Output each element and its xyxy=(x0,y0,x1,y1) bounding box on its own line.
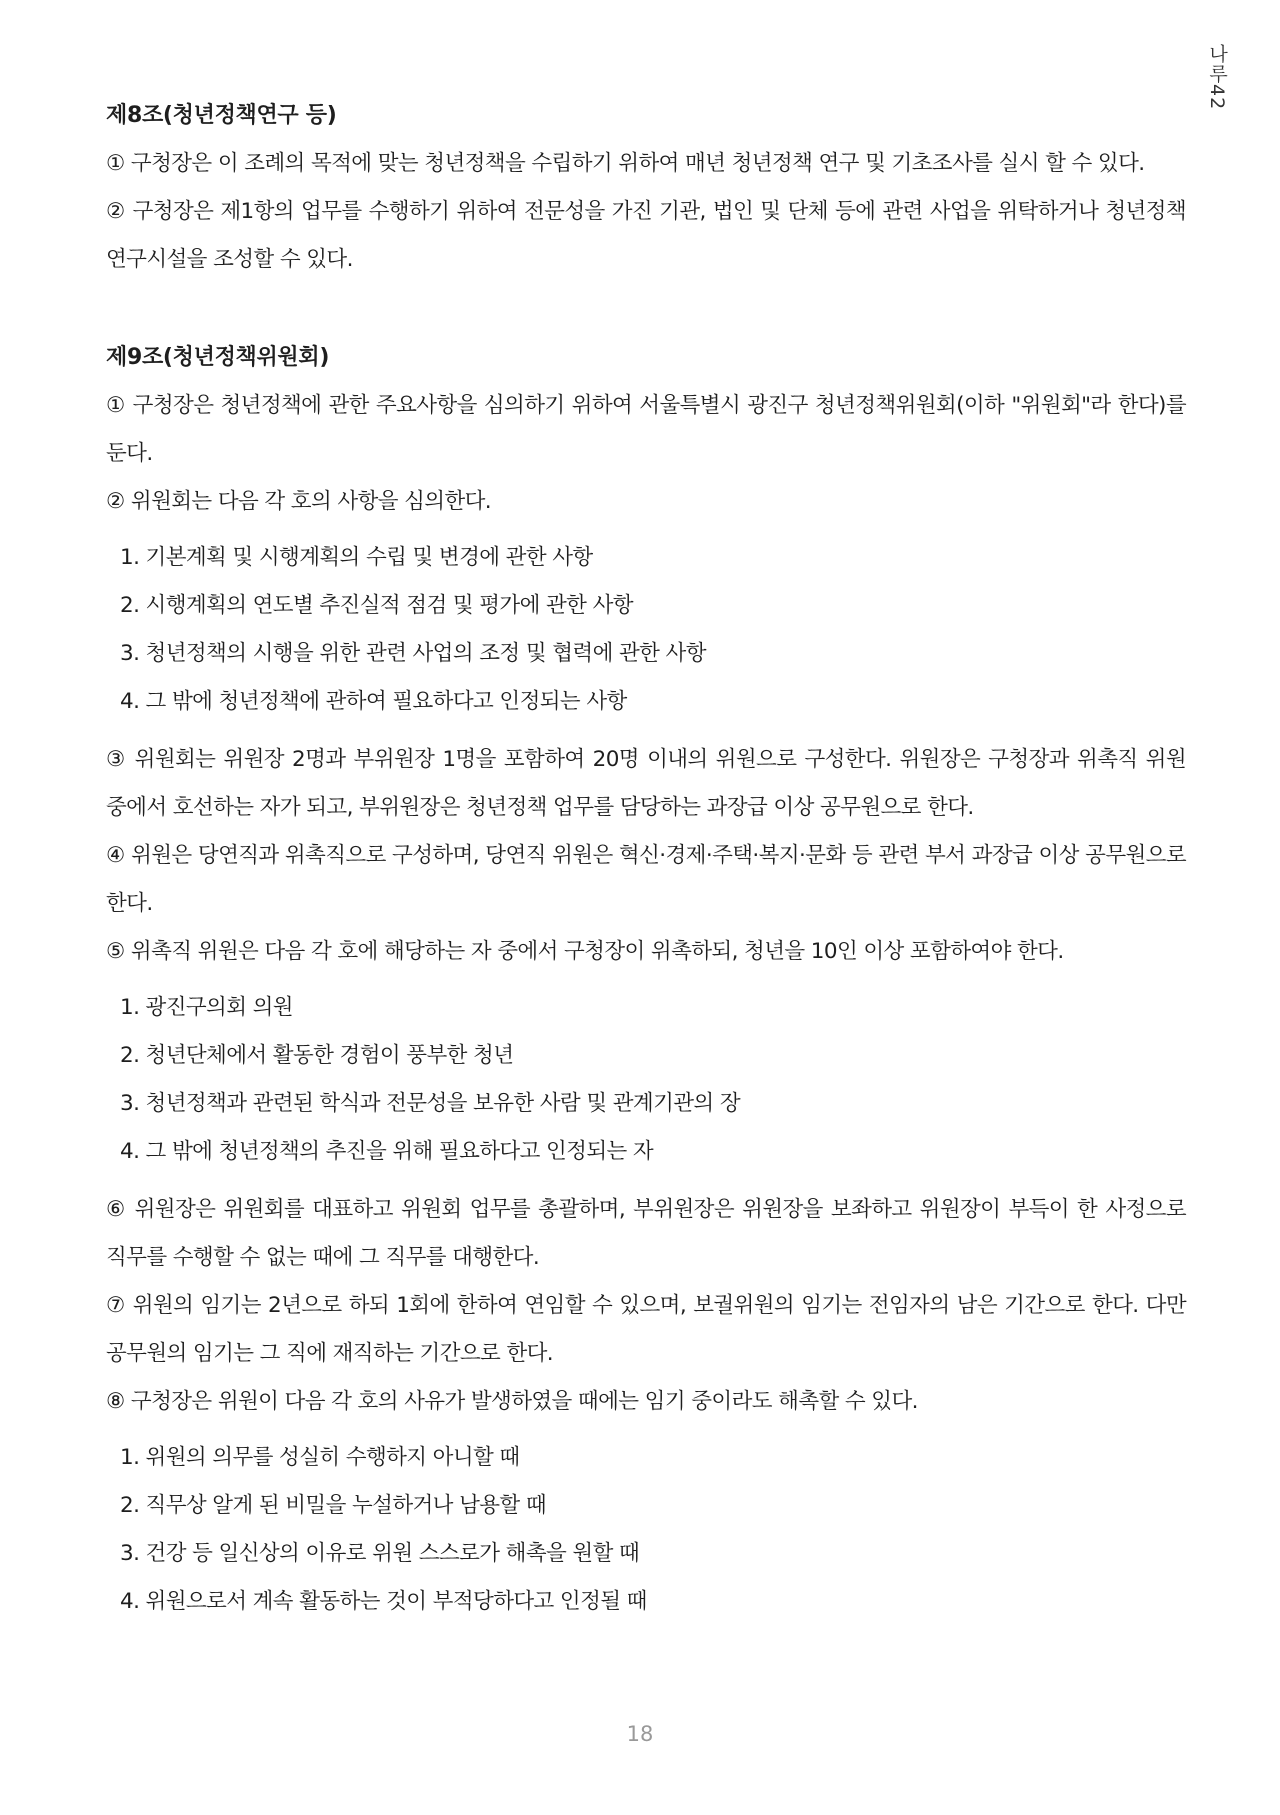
article-8 xyxy=(106,92,1186,284)
dismissal-reasons-list xyxy=(120,1434,1186,1626)
list-item: 4. 그 밖에 청년정책의 추진을 위해 필요하다고 인정되는 자 xyxy=(120,1139,654,1164)
article-9-paragraph-5: ⑤ 위촉직 위원은 다음 각 호에 해당하는 자 중에서 구청장이 위촉하되, 청년을 10인 이상 포함하여야 한다. xyxy=(106,939,1064,964)
page-number: 18 xyxy=(626,1722,654,1746)
article-9-paragraph-7: ⑦ 위원의 임기는 2년으로 하되 1회에 한하여 연임할 수 있으며, 보궐위원의 임기는 전임자의 남은 기간으로 한다. 다만 공무원의 임기는 그 직에 재직하는 기간으로 한다. xyxy=(106,1293,1186,1366)
list-item: 1. 광진구의회 의원 xyxy=(120,995,293,1020)
deliberation-items-list xyxy=(120,534,1186,726)
list-item: 2. 청년단체에서 활동한 경험이 풍부한 청년 xyxy=(120,1043,514,1068)
list-item: 1. 위원의 의무를 성실히 수행하지 아니할 때 xyxy=(120,1445,520,1470)
list-item: 3. 청년정책의 시행을 위한 관련 사업의 조정 및 협력에 관한 사항 xyxy=(120,641,706,666)
article-9-paragraph-3: ③ 위원회는 위원장 2명과 부위원장 1명을 포함하여 20명 이내의 위원으로 구성한다. 위원장은 구청장과 위촉직 위원 중에서 호선하는 자가 되고, 부위원장은 청년정책 업무를 담당하는 과장급 이상 공무원으로 한다. xyxy=(106,747,1186,820)
list-item: 3. 건강 등 일신상의 이유로 위원 스스로가 해촉을 원할 때 xyxy=(120,1541,640,1566)
article-9-title: 제9조(청년정책위원회) xyxy=(106,345,330,370)
article-9-paragraph-1: ① 구청장은 청년정책에 관한 주요사항을 심의하기 위하여 서울특별시 광진구 청년정책위원회(이하 "위원회"라 한다)를 둔다. xyxy=(106,393,1186,466)
document-body xyxy=(106,92,1186,1636)
article-9 xyxy=(106,334,1186,1626)
article-9-paragraph-8: ⑧ 구청장은 위원이 다음 각 호의 사유가 발생하였을 때에는 임기 중이라도 해촉할 수 있다. xyxy=(106,1389,918,1414)
list-item: 4. 그 밖에 청년정책에 관하여 필요하다고 인정되는 사항 xyxy=(120,689,627,714)
article-9-paragraph-2: ② 위원회는 다음 각 호의 사항을 심의한다. xyxy=(106,489,492,514)
appointed-members-list xyxy=(120,984,1186,1176)
article-9-paragraph-4: ④ 위원은 당연직과 위촉직으로 구성하며, 당연직 위원은 혁신·경제·주택·복지·문화 등 관련 부서 과장급 이상 공무원으로 한다. xyxy=(106,843,1186,916)
list-item: 2. 직무상 알게 된 비밀을 누설하거나 남용할 때 xyxy=(120,1493,546,1518)
list-item: 3. 청년정책과 관련된 학식과 전문성을 보유한 사람 및 관계기관의 장 xyxy=(120,1091,740,1116)
article-8-title: 제8조(청년정책연구 등) xyxy=(106,103,337,128)
list-item: 4. 위원으로서 계속 활동하는 것이 부적당하다고 인정될 때 xyxy=(120,1589,647,1614)
list-item: 1. 기본계획 및 시행계획의 수립 및 변경에 관한 사항 xyxy=(120,545,593,570)
article-9-paragraph-6: ⑥ 위원장은 위원회를 대표하고 위원회 업무를 총괄하며, 부위원장은 위원장을 보좌하고 위원장이 부득이 한 사정으로 직무를 수행할 수 없는 때에 그 직무를 대행한다. xyxy=(106,1197,1186,1270)
side-label: 나루42 xyxy=(1206,44,1228,111)
article-8-paragraph-1: ① 구청장은 이 조례의 목적에 맞는 청년정책을 수립하기 위하여 매년 청년정책 연구 및 기초조사를 실시 할 수 있다. xyxy=(106,151,1145,176)
article-8-paragraph-2: ② 구청장은 제1항의 업무를 수행하기 위하여 전문성을 가진 기관, 법인 및 단체 등에 관련 사업을 위탁하거나 청년정책 연구시설을 조성할 수 있다. xyxy=(106,199,1186,272)
list-item: 2. 시행계획의 연도별 추진실적 점검 및 평가에 관한 사항 xyxy=(120,593,633,618)
